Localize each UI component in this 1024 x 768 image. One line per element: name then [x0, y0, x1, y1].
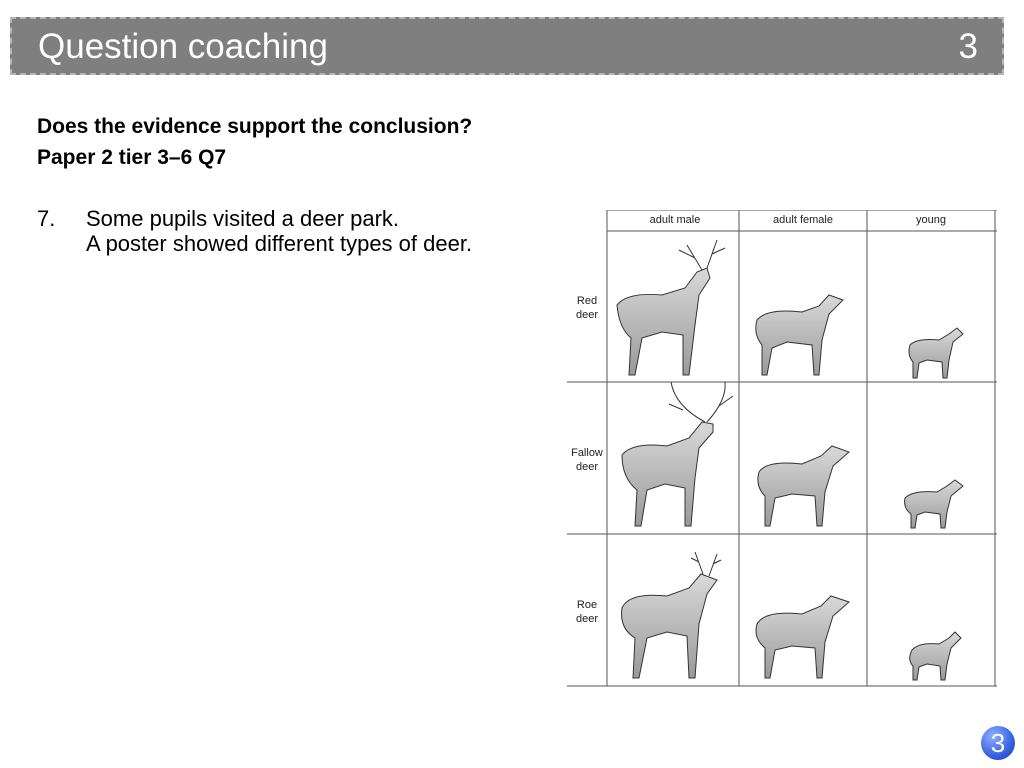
fallow-deer-male-image [622, 382, 733, 526]
heading-evidence: Does the evidence support the conclusion? [37, 115, 473, 138]
roe-deer-male-image [622, 552, 721, 678]
row-label-line: Red [576, 295, 598, 307]
column-header-adult-female: adult female [773, 214, 833, 226]
red-deer-male-image [617, 240, 725, 375]
heading-paper: Paper 2 tier 3–6 Q7 [37, 146, 227, 169]
roe-deer-young-image [910, 632, 961, 680]
roe-deer-female-image [756, 596, 849, 678]
deer-poster [567, 210, 997, 688]
row-label-roe-deer [567, 598, 607, 626]
red-deer-female-image [756, 295, 843, 375]
slide-number-badge[interactable]: 3 [981, 726, 1015, 760]
row-label-red-deer [567, 294, 607, 322]
row-label-line: deer [575, 309, 599, 321]
question-line-1: Some pupils visited a deer park. [86, 206, 400, 231]
question-line-2: A poster showed different types of deer. [86, 231, 473, 256]
fallow-deer-young-image [905, 480, 963, 528]
row-label-line: Roe [576, 599, 598, 611]
column-header-adult-male: adult male [649, 214, 701, 226]
slide-number: 3 [958, 27, 978, 66]
red-deer-young-image [909, 328, 963, 378]
question-number: 7. [37, 206, 56, 231]
row-label-line: deer [575, 461, 599, 473]
column-header-young: young [916, 214, 946, 226]
poster-grid [567, 210, 997, 688]
row-label-line: Fallow [571, 447, 603, 459]
fallow-deer-female-image [758, 446, 849, 526]
slide-title: Question coaching [38, 27, 328, 66]
title-bar [10, 17, 1004, 75]
row-label-line: deer [575, 613, 599, 625]
row-label-fallow-deer [567, 446, 607, 474]
